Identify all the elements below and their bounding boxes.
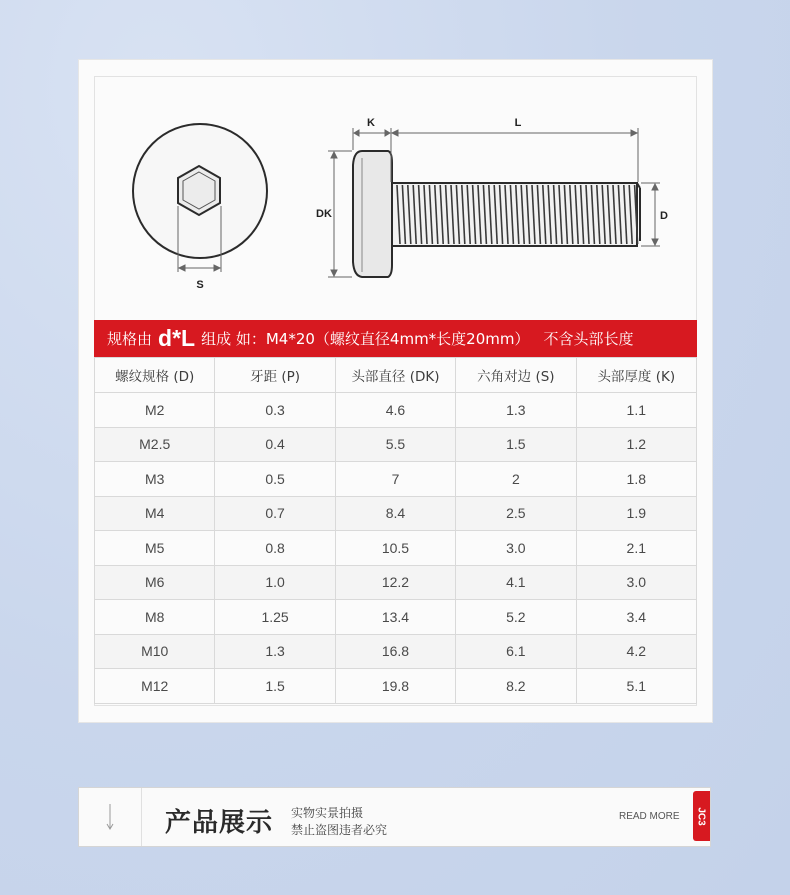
brand-logo-text: JC3 [696, 806, 708, 826]
table-cell: 1.5 [456, 427, 576, 462]
table-cell: 5.5 [335, 427, 455, 462]
col-header-pitch: 牙距 (P) [215, 358, 335, 393]
table-cell: 5.1 [576, 669, 696, 704]
table-cell: 12.2 [335, 565, 455, 600]
d-label: D [660, 210, 668, 222]
table-cell: 0.4 [215, 427, 335, 462]
table-header-row [95, 358, 697, 393]
table-cell: M12 [95, 669, 215, 704]
table-cell: M2 [95, 393, 215, 428]
table-row [95, 669, 697, 704]
k-label: K [367, 117, 375, 129]
table-cell: M4 [95, 496, 215, 531]
table-cell: 0.7 [215, 496, 335, 531]
l-label: L [514, 117, 522, 129]
table-row [95, 496, 697, 531]
banner-note: 不含头部长度 [543, 330, 634, 348]
table-cell: 1.3 [215, 634, 335, 669]
table-cell: 1.1 [576, 393, 696, 428]
col-header-thread: 螺纹规格 (D) [95, 358, 215, 393]
table-cell: M10 [95, 634, 215, 669]
table-cell: 1.0 [215, 565, 335, 600]
table-row [95, 531, 697, 566]
table-cell: 0.5 [215, 462, 335, 497]
table-cell: 8.4 [335, 496, 455, 531]
table-row [95, 600, 697, 635]
table-cell: M3 [95, 462, 215, 497]
table-cell: 3.0 [576, 565, 696, 600]
banner-prefix: 规格由 [107, 330, 153, 348]
dk-label: DK [316, 208, 332, 220]
table-cell: 1.8 [576, 462, 696, 497]
table-cell: 4.1 [456, 565, 576, 600]
col-header-head-thickness: 头部厚度 (K) [576, 358, 696, 393]
table-cell: 16.8 [335, 634, 455, 669]
table-cell: M6 [95, 565, 215, 600]
banner-formula: d*L [158, 325, 196, 351]
table-row [95, 393, 697, 428]
head-top-view [133, 124, 267, 258]
product-display-bar [78, 787, 711, 847]
table-cell: M2.5 [95, 427, 215, 462]
table-cell: 3.4 [576, 600, 696, 635]
d-dimension [641, 183, 660, 246]
table-cell: 1.9 [576, 496, 696, 531]
table-cell: 7 [335, 462, 455, 497]
table-cell: 3.0 [456, 531, 576, 566]
table-cell: M8 [95, 600, 215, 635]
table-row [95, 462, 697, 497]
table-cell: M5 [95, 531, 215, 566]
table-cell: 4.6 [335, 393, 455, 428]
table-cell: 4.2 [576, 634, 696, 669]
banner-example: 组成 如：M4*20（螺纹直径4mm*长度20mm） [201, 330, 530, 348]
table-cell: 2 [456, 462, 576, 497]
table-cell: 8.2 [456, 669, 576, 704]
table-cell: 2.1 [576, 531, 696, 566]
col-header-hex-size: 六角对边 (S) [456, 358, 576, 393]
table-cell: 1.25 [215, 600, 335, 635]
section-title: 产品展示 [165, 808, 274, 838]
section-subtitle-1: 实物实景拍摄 [291, 806, 364, 820]
screw-diagram [0, 0, 790, 320]
table-cell: 1.2 [576, 427, 696, 462]
table-cell: 1.5 [215, 669, 335, 704]
read-more-link[interactable]: READ MORE [619, 811, 680, 822]
table-cell: 6.1 [456, 634, 576, 669]
section-subtitle-2: 禁止盗图违者必究 [291, 823, 388, 837]
spec-table [94, 357, 697, 704]
spec-format-banner [94, 320, 697, 357]
table-cell: 0.3 [215, 393, 335, 428]
down-arrow-icon [79, 788, 142, 846]
table-cell: 2.5 [456, 496, 576, 531]
k-l-dimensions [353, 128, 638, 182]
table-row [95, 427, 697, 462]
table-cell: 1.3 [456, 393, 576, 428]
table-row [95, 634, 697, 669]
brand-tag [693, 791, 710, 841]
table-row [95, 565, 697, 600]
table-cell: 10.5 [335, 531, 455, 566]
table-cell: 19.8 [335, 669, 455, 704]
screw-side-view [353, 151, 640, 277]
table-cell: 13.4 [335, 600, 455, 635]
col-header-head-diameter: 头部直径 (DK) [335, 358, 455, 393]
table-cell: 5.2 [456, 600, 576, 635]
s-label: S [196, 279, 204, 291]
table-cell: 0.8 [215, 531, 335, 566]
